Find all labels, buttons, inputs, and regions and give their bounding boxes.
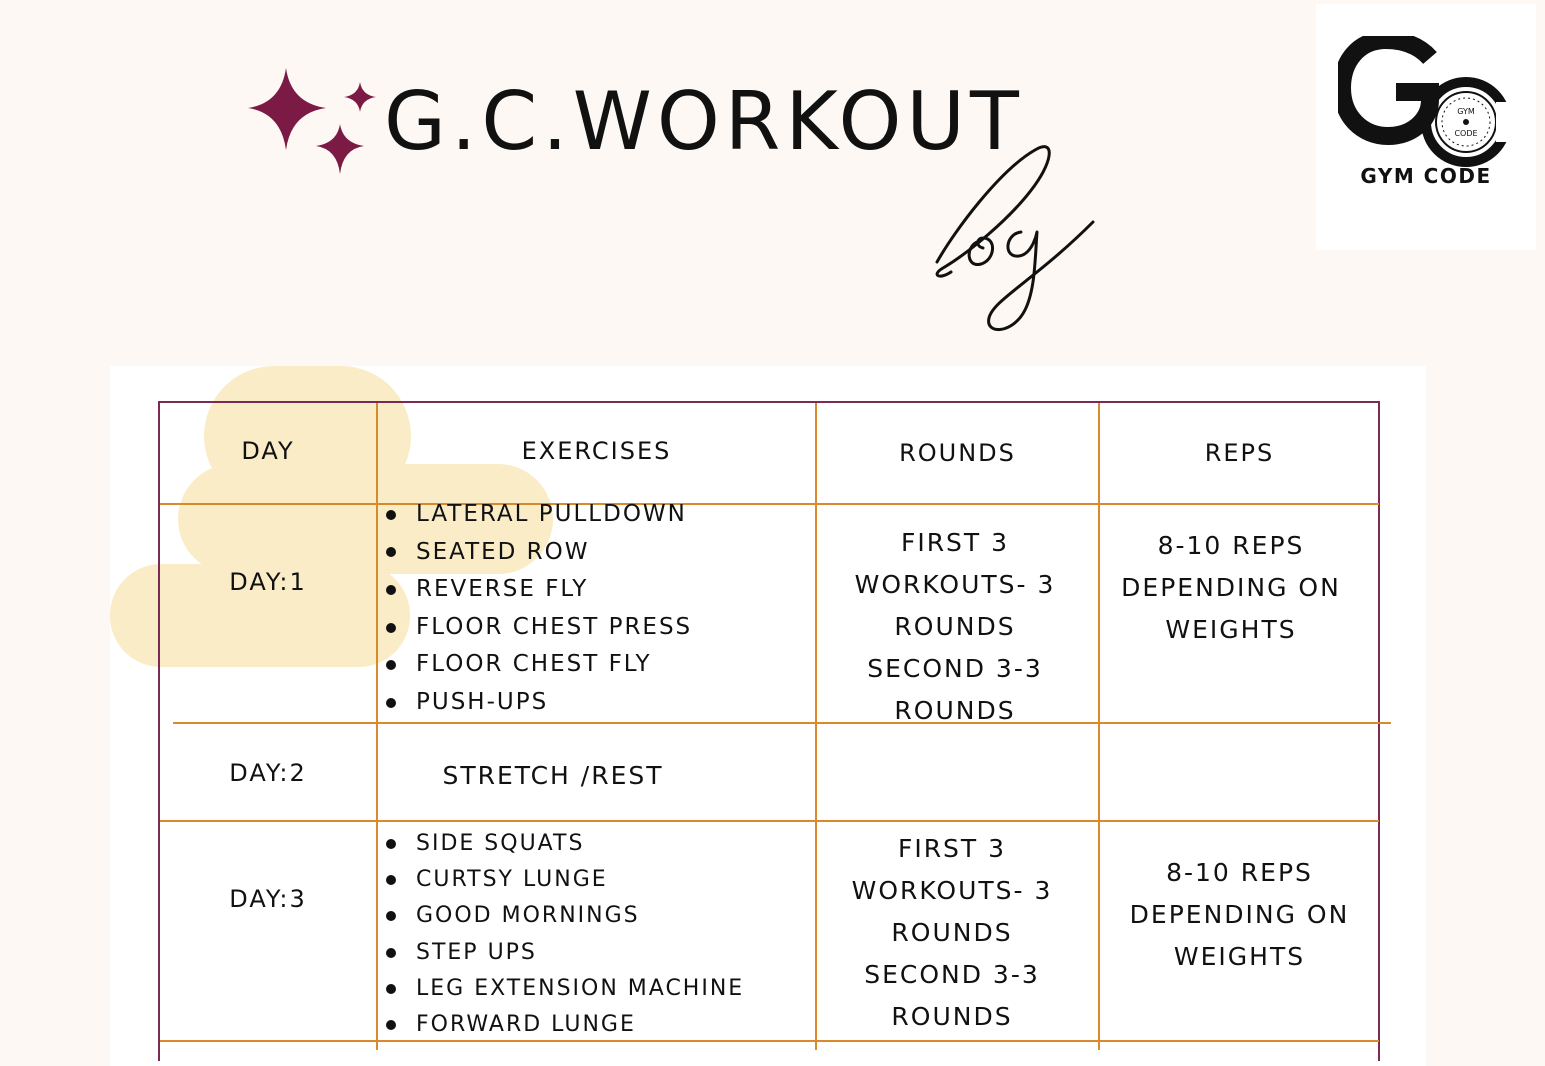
list-item: LEG EXTENSION MACHINE [380, 971, 744, 1007]
gc-monogram-icon [1338, 36, 1516, 171]
reps-cell: 8-10 REPS DEPENDING ON WEIGHTS [1121, 531, 1341, 644]
list-item: GOOD MORNINGS [380, 898, 744, 934]
list-item: STEP UPS [380, 935, 744, 971]
exercise-list [380, 826, 744, 1043]
row-divider [160, 503, 1379, 505]
list-item: SIDE SQUATS [380, 826, 744, 862]
day-label: DAY:2 [229, 759, 307, 787]
page-title: G.C.WORKOUT [384, 75, 1024, 168]
list-item: PUSH-UPS [380, 684, 692, 722]
column-divider [376, 403, 378, 1050]
log-script-word [925, 130, 1100, 340]
list-item: CURTSY LUNGE [380, 862, 744, 898]
list-item: FLOOR CHEST FLY [380, 646, 692, 684]
day-label: DAY:3 [229, 885, 307, 913]
list-item: FORWARD LUNGE [380, 1007, 744, 1043]
header-rounds: ROUNDS [899, 439, 1016, 467]
exercise-list [380, 496, 692, 722]
rounds-cell: FIRST 3 WORKOUTS- 3 ROUNDS SECOND 3-3 ROUNDS [854, 528, 1056, 725]
list-item: REVERSE FLY [380, 571, 692, 609]
row-divider [173, 722, 1391, 724]
row-divider [160, 1040, 1379, 1042]
logo-wordmark: GYM CODE [1360, 164, 1492, 188]
gym-code-logo [1316, 4, 1536, 250]
svg-text:GYM: GYM [1457, 107, 1475, 116]
list-item: FLOOR CHEST PRESS [380, 609, 692, 647]
rounds-cell: FIRST 3 WORKOUTS- 3 ROUNDS SECOND 3-3 ROUNDS [851, 834, 1053, 1031]
sparkles-icon [248, 68, 380, 178]
reps-cell: 8-10 REPS DEPENDING ON WEIGHTS [1129, 858, 1350, 971]
header-reps: REPS [1204, 439, 1275, 467]
row-divider [160, 820, 1379, 822]
rest-note: STRETCH /REST [442, 760, 664, 790]
svg-text:CODE: CODE [1454, 129, 1478, 138]
list-item: SEATED ROW [380, 534, 692, 572]
header-exercises: EXERCISES [521, 437, 672, 465]
list-item: LATERAL PULLDOWN [380, 496, 692, 534]
day-label: DAY:1 [229, 568, 307, 596]
header-day: DAY [241, 437, 295, 465]
